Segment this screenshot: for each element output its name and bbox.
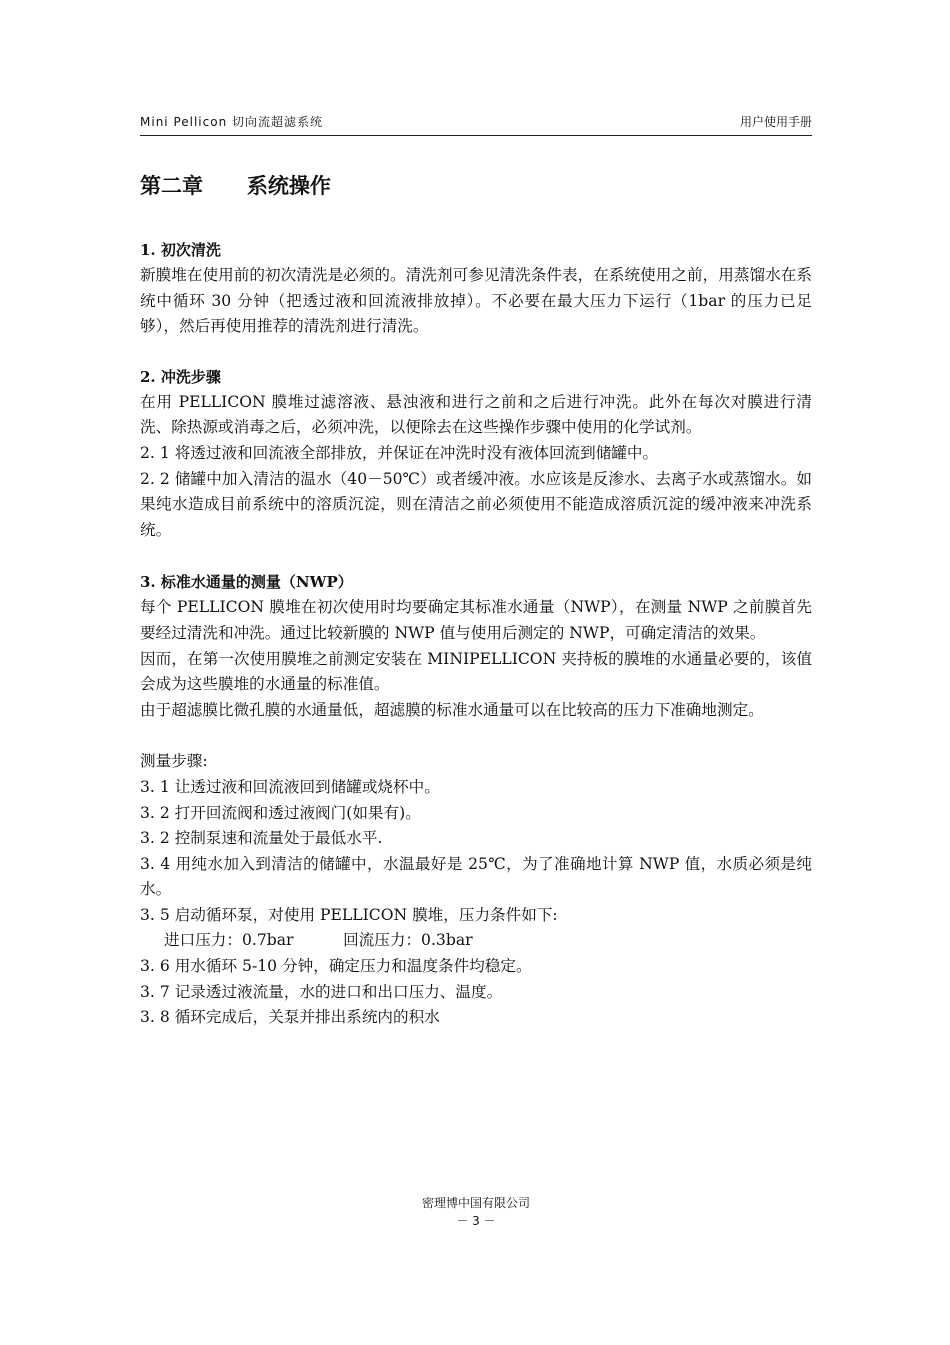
- page-header: [140, 113, 812, 136]
- step-item: 3. 2 打开回流阀和透过液阀门(如果有)。: [140, 803, 421, 822]
- step-item: 3. 1 让透过液和回流液回到储罐或烧杯中。: [140, 777, 440, 796]
- step-item: 3. 8 循环完成后，关泵并排出系统内的积水: [140, 1008, 440, 1027]
- step-item: 3. 5 启动循环泵，对使用 PELLICON 膜堆，压力条件如下:: [140, 905, 558, 924]
- pressure-conditions: 进口压力：0.7bar 回流压力：0.3bar: [164, 931, 473, 950]
- section-3-paragraph-1: 每个 PELLICON 膜堆在初次使用时均要确定其标准水通量（NWP），在测量 NWP 之前膜首先要经过清洗和冲洗。通过比较新膜的 NWP 值与使用后测定的 NWP，可确定清洁的效果。: [140, 598, 812, 642]
- page-number: － 3 －: [456, 1214, 496, 1228]
- section-2-title: 2. 冲洗步骤: [140, 367, 221, 386]
- steps-heading: 测量步骤:: [140, 752, 208, 771]
- header-left-title: Mini Pellicon 切向流超滤系统: [140, 115, 323, 129]
- section-3-paragraph-3: 由于超滤膜比微孔膜的水通量低，超滤膜的标准水通量可以在比较高的压力下准确地测定。: [140, 700, 764, 719]
- section-1-paragraph: 新膜堆在使用前的初次清洗是必须的。清洗剂可参见清洗条件表，在系统使用之前，用蒸馏水在系统中循环 30 分钟（把透过液和回流液排放掉）。不必要在最大压力下运行（1bar 的压力已足够），然后再使用推荐的清洗剂进行清洗。: [140, 266, 812, 336]
- section-3-title: 3. 标准水通量的测量（NWP）: [140, 573, 353, 592]
- chapter-title: 第二章 系统操作: [140, 173, 331, 198]
- step-item: 3. 2 控制泵速和流量处于最低水平.: [140, 829, 383, 848]
- section-3-paragraph-2: 因而，在第一次使用膜堆之前测定安装在 MINIPELLICON 夹持板的膜堆的水通量必要的，该值会成为这些膜堆的水通量的标准值。: [140, 649, 812, 694]
- section-1-title: 1. 初次清洗: [140, 241, 221, 259]
- section-2-step-1: 2. 1 将透过液和回流液全部排放，并保证在冲洗时没有液体回流到储罐中。: [140, 443, 659, 462]
- content: [140, 237, 812, 1031]
- section-2-step-2: 2. 2 储罐中加入清洁的温水（40－50℃）或者缓冲液。水应该是反渗水、去离子水或蒸馏水。如果纯水造成目前系统中的溶质沉淀，则在清洁之前必须使用不能造成溶质沉淀的缓冲液来冲洗系统。: [140, 469, 812, 539]
- section-2-paragraph: 在用 PELLICON 膜堆过滤溶液、悬浊液和进行之前和之后进行冲洗。此外在每次对膜进行清洗、除热源或消毒之后，必须冲洗，以便除去在这些操作步骤中使用的化学试剂。: [140, 392, 812, 437]
- footer-company: 密理博中国有限公司: [421, 1196, 530, 1210]
- step-item: 3. 7 记录透过液流量，水的进口和出口压力、温度。: [140, 982, 503, 1001]
- page-footer: [140, 1194, 812, 1230]
- step-item: 3. 6 用水循环 5-10 分钟，确定压力和温度条件均稳定。: [140, 957, 532, 976]
- step-item: 3. 4 用纯水加入到清洁的储罐中，水温最好是 25℃，为了准确地计算 NWP 值，水质必须是纯水。: [140, 854, 812, 899]
- header-right-title: 用户使用手册: [739, 115, 812, 129]
